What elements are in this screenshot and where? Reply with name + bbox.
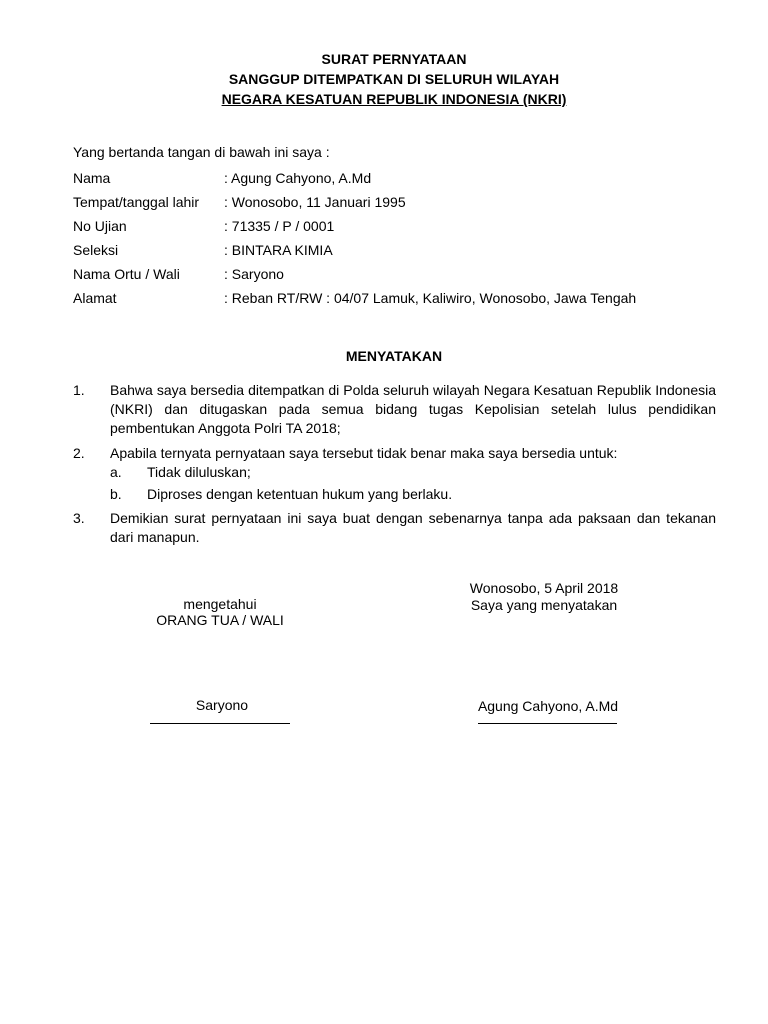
identity-label: Nama (73, 170, 111, 186)
sub-item-text: Diproses dengan ketentuan hukum yang berlaku. (147, 486, 453, 502)
declarant-signature-name: Agung Cahyono, A.Md (477, 698, 619, 714)
identity-label: Seleksi (73, 242, 119, 258)
identity-label: Nama Ortu / Wali (73, 266, 180, 282)
intro-text: Yang bertanda tangan di bawah ini saya : (73, 144, 330, 160)
identity-value: : 71335 / P / 0001 (224, 218, 335, 234)
signing-place-date: Wonosobo, 5 April 2018 (469, 580, 619, 596)
statement-text: Bahwa saya bersedia ditempatkan di Polda seluruh wilayah Negara Kesatuan Republik Indonesia (NKRI) dan ditugaskan pada semua bidang tugas Kepolisian setelah lulus pendidikan pembentukan Anggota Polri TA 2018; (110, 382, 716, 436)
identity-value: : Wonosobo, 11 Januari 1995 (224, 194, 406, 210)
guardian-acknowledge-label: mengetahui (183, 596, 257, 612)
guardian-role-label: ORANG TUA / WALI (156, 612, 284, 628)
sub-item-letter: b. (110, 486, 122, 502)
statement-number: 2. (73, 445, 85, 461)
statement-number: 3. (73, 510, 85, 526)
identity-value: : BINTARA KIMIA (224, 242, 333, 258)
guardian-signature-name: Saryono (195, 697, 249, 713)
statement-number: 1. (73, 382, 85, 398)
statement-text: Apabila ternyata pernyataan saya tersebut tidak benar maka saya bersedia untuk: (110, 445, 618, 461)
identity-value: : Agung Cahyono, A.Md (224, 170, 372, 186)
identity-label: Tempat/tanggal lahir (73, 194, 200, 210)
statement-heading: MENYATAKAN (345, 348, 443, 364)
sub-item-text: Tidak diluluskan; (147, 464, 251, 480)
identity-value: : Reban RT/RW : 04/07 Lamuk, Kaliwiro, Wonosobo, Jawa Tengah (224, 290, 637, 306)
guardian-signature-line (150, 723, 290, 724)
identity-label: No Ujian (73, 218, 127, 234)
identity-value: : Saryono (224, 266, 284, 282)
declarant-signature-line (478, 723, 617, 724)
sub-item-letter: a. (110, 464, 122, 480)
statement-text: Demikian surat pernyataan ini saya buat dengan sebenarnya tanpa ada paksaan dan tekanan dari manapun. (110, 510, 716, 545)
document-subtitle-underlined: NEGARA KESATUAN REPUBLIK INDONESIA (NKRI) (221, 91, 567, 107)
document-subtitle: SANGGUP DITEMPATKAN DI SELURUH WILAYAH (228, 71, 560, 87)
document-title: SURAT PERNYATAAN (321, 51, 467, 67)
declarant-role-label: Saya yang menyatakan (470, 597, 618, 613)
identity-label: Alamat (73, 290, 117, 306)
